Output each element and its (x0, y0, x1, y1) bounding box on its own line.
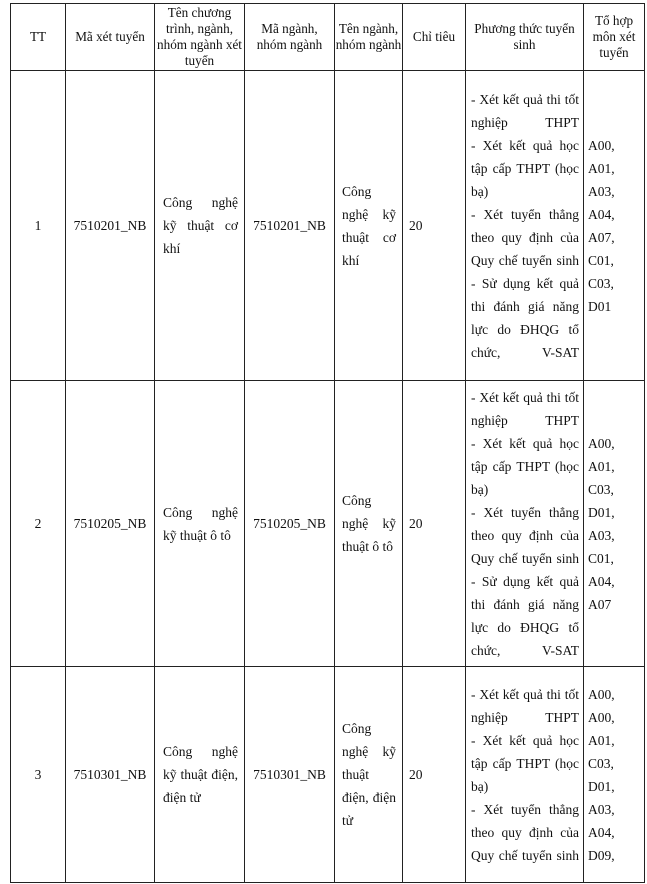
subject-combo: C03, (588, 481, 614, 497)
method-item: - Xét kết quả thi tốt nghiệp THPT (471, 389, 579, 428)
cell-chi-tieu: 20 (403, 71, 466, 381)
header-chi-tieu: Chỉ tiêu (403, 4, 466, 71)
cell-ma-nganh: 7510205_NB (245, 381, 335, 667)
cell-ten-nganh: Công nghệ kỹ thuật ô tô (335, 381, 403, 667)
method-item: - Xét kết quả thi tốt nghiệp THPT (471, 686, 579, 725)
subject-combo: A00, (588, 686, 615, 702)
cell-ten-chuong-trinh: Công nghệ kỹ thuật điện, điện tử (155, 667, 245, 883)
subject-combo: A03, (588, 183, 615, 199)
subject-combo: D01, (588, 778, 615, 794)
method-item: - Sử dụng kết quả thi đánh giá năng lực do ĐHQG tổ chức, V-SAT (471, 275, 579, 360)
subject-combo: A07, (588, 229, 615, 245)
method-item: - Xét tuyển thẳng theo quy định của Quy chế tuyển sinh (471, 504, 579, 566)
cell-ma-xet-tuyen: 7510201_NB (66, 71, 155, 381)
subject-combo: C01, (588, 252, 614, 268)
subject-combo: D09, (588, 847, 615, 863)
cell-chi-tieu: 20 (403, 381, 466, 667)
table-header-row (11, 4, 645, 71)
header-phuong-thuc: Phương thức tuyển sinh (466, 4, 584, 71)
header-ma-nganh: Mã ngành, nhóm ngành (245, 4, 335, 71)
subject-combo: A03, (588, 801, 615, 817)
cell-tt: 1 (11, 71, 66, 381)
subject-combo: D01, (588, 504, 615, 520)
cell-ten-nganh: Công nghệ kỹ thuật điện, điện tử (335, 667, 403, 883)
cell-ma-xet-tuyen: 7510205_NB (66, 381, 155, 667)
subject-combo: A04, (588, 824, 615, 840)
method-item: - Xét tuyển thẳng theo quy định của Quy chế tuyển sinh (471, 206, 579, 268)
cell-ma-nganh: 7510301_NB (245, 667, 335, 883)
header-to-hop: Tổ hợp môn xét tuyển (584, 4, 645, 71)
method-item: - Xét tuyển thẳng theo quy định của Quy chế tuyển sinh (471, 801, 579, 863)
cell-ten-nganh: Công nghệ kỹ thuật cơ khí (335, 71, 403, 381)
subject-combo: A01, (588, 458, 615, 474)
table-row (11, 381, 645, 667)
subject-combo: A07 (588, 596, 612, 612)
cell-ma-nganh: 7510201_NB (245, 71, 335, 381)
cell-to-hop (584, 381, 645, 667)
method-item: - Xét kết quả học tập cấp THPT (học bạ) (471, 732, 579, 794)
subject-combo: A01, (588, 160, 615, 176)
table-row (11, 71, 645, 381)
cell-to-hop (584, 71, 645, 381)
table-row (11, 667, 645, 883)
cell-phuong-thuc (466, 667, 584, 883)
subject-combo: A04, (588, 206, 615, 222)
method-item: - Sử dụng kết quả thi đánh giá năng lực do ĐHQG tổ chức, V-SAT (471, 573, 579, 658)
cell-tt: 3 (11, 667, 66, 883)
subject-combo: C03, (588, 755, 614, 771)
cell-phuong-thuc (466, 381, 584, 667)
subject-combo: D01 (588, 298, 612, 314)
subject-combo: A01, (588, 732, 615, 748)
header-ten-chuong-trinh: Tên chương trình, ngành, nhóm ngành xét tuyển (155, 4, 245, 71)
method-item: - Xét kết quả học tập cấp THPT (học bạ) (471, 137, 579, 199)
cell-chi-tieu: 20 (403, 667, 466, 883)
header-ma-xet-tuyen: Mã xét tuyển (66, 4, 155, 71)
subject-combo: A00, (588, 709, 615, 725)
admission-table (10, 3, 645, 883)
subject-combo: A00, (588, 137, 615, 153)
subject-combo: C03, (588, 275, 614, 291)
method-item: - Xét kết quả học tập cấp THPT (học bạ) (471, 435, 579, 497)
method-item: - Xét kết quả thi tốt nghiệp THPT (471, 91, 579, 130)
cell-tt: 2 (11, 381, 66, 667)
subject-combo: A03, (588, 527, 615, 543)
cell-ten-chuong-trinh: Công nghệ kỹ thuật ô tô (155, 381, 245, 667)
header-ten-nganh: Tên ngành, nhóm ngành (335, 4, 403, 71)
subject-combo: A04, (588, 573, 615, 589)
subject-combo: A00, (588, 435, 615, 451)
cell-ten-chuong-trinh: Công nghệ kỹ thuật cơ khí (155, 71, 245, 381)
cell-to-hop (584, 667, 645, 883)
subject-combo: C01, (588, 550, 614, 566)
header-tt: TT (11, 4, 66, 71)
cell-ma-xet-tuyen: 7510301_NB (66, 667, 155, 883)
cell-phuong-thuc (466, 71, 584, 381)
